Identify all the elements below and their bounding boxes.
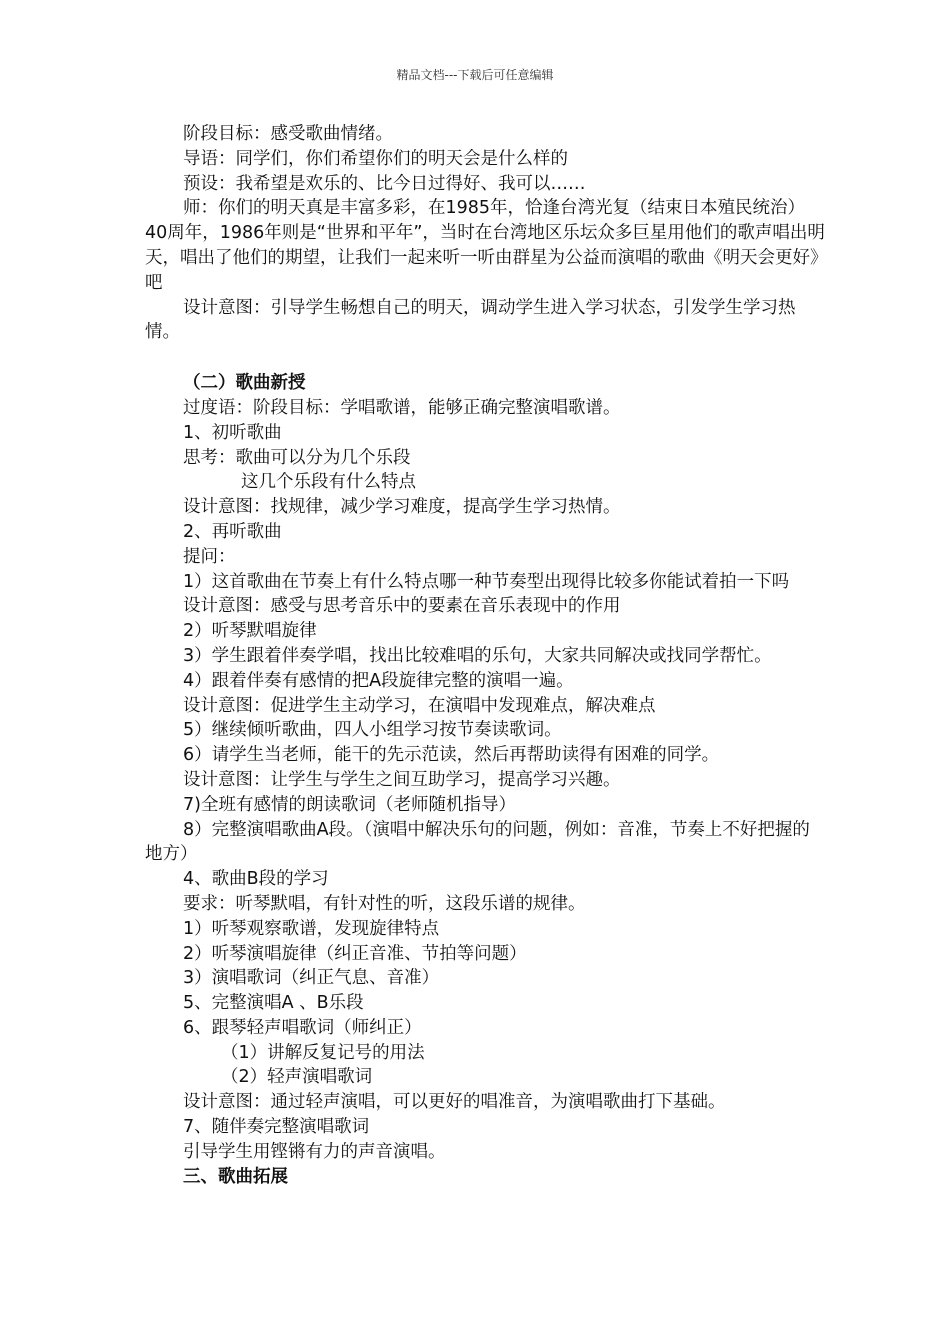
paragraph: 提问： <box>183 546 236 567</box>
paragraph: 7)全班有感情的朗读歌词（老师随机指导） <box>183 794 516 815</box>
paragraph: 引导学生用铿锵有力的声音演唱。 <box>183 1141 446 1162</box>
document-body <box>145 122 825 1189</box>
paragraph: 8）完整演唱歌曲A段。（演唱中解决乐句的问题，例如：音准，节奏上不好把握的地方） <box>145 819 810 865</box>
paragraph: 3）学生跟着伴奏学唱，找出比较难唱的乐句，大家共同解决或找同学帮忙。 <box>183 645 772 666</box>
paragraph: 设计意图：让学生与学生之间互助学习，提高学习兴趣。 <box>183 769 621 790</box>
page-header: 精品文档---下载后可任意编辑 <box>396 68 554 82</box>
paragraph: 2、再听歌曲 <box>183 521 282 542</box>
section-heading: （二）歌曲新授 <box>183 373 306 394</box>
paragraph: 3）演唱歌词（纠正气息、音准） <box>183 968 440 989</box>
paragraph: 6、跟琴轻声唱歌词（师纠正） <box>183 1017 422 1038</box>
paragraph: 4）跟着伴奏有感情的把A段旋律完整的演唱一遍。 <box>183 670 574 691</box>
paragraph: 这几个乐段有什么特点 <box>241 472 416 493</box>
paragraph: 设计意图：感受与思考音乐中的要素在音乐表现中的作用 <box>183 596 621 617</box>
paragraph: 1、初听歌曲 <box>183 422 282 443</box>
paragraph: 1）听琴观察歌谱，发现旋律特点 <box>183 918 440 939</box>
paragraph: 6）请学生当老师，能干的先示范读，然后再帮助读得有困难的同学。 <box>183 745 720 766</box>
paragraph: 2）听琴演唱旋律（纠正音准、节拍等问题） <box>183 943 527 964</box>
paragraph: 4、歌曲B段的学习 <box>183 869 329 890</box>
paragraph: 导语：同学们，你们希望你们的明天会是什么样的 <box>183 148 568 169</box>
paragraph: 2）听琴默唱旋律 <box>183 621 317 642</box>
paragraph: 5）继续倾听歌曲，四人小组学习按节奏读歌词。 <box>183 720 562 741</box>
section-heading: 三、歌曲拓展 <box>183 1166 288 1187</box>
paragraph: 要求：听琴默唱，有针对性的听，这段乐谱的规律。 <box>183 893 586 914</box>
paragraph: 5、完整演唱A 、B乐段 <box>183 993 364 1014</box>
paragraph: （1）讲解反复记号的用法 <box>221 1042 425 1063</box>
spacer <box>145 345 825 371</box>
paragraph: 设计意图：找规律，减少学习难度，提高学生学习热情。 <box>183 497 621 518</box>
paragraph: 阶段目标：感受歌曲情绪。 <box>183 124 393 144</box>
paragraph: 预设：我希望是欢乐的、比今日过得好、我可以…… <box>183 173 586 194</box>
paragraph: 1）这首歌曲在节奏上有什么特点哪一种节奏型出现得比较多你能试着拍一下吗 <box>183 571 790 592</box>
paragraph: 过度语：阶段目标：学唱歌谱，能够正确完整演唱歌谱。 <box>183 397 621 418</box>
paragraph: 思考：歌曲可以分为几个乐段 <box>183 447 411 468</box>
paragraph: 设计意图：促进学生主动学习，在演唱中发现难点，解决难点 <box>183 695 656 716</box>
paragraph: 设计意图：引导学生畅想自己的明天，调动学生进入学习状态，引发学生学习热情。 <box>145 297 796 343</box>
paragraph: 师：你们的明天真是丰富多彩，在1985年，恰逢台湾光复（结束日本殖民统治）40周年，1986年则是“世界和平年”，当时在台湾地区乐坛众多巨星用他们的歌声唱出明天，唱出了他们的期望，让我们一起来听一听由群星为公益而演唱的歌曲《明天会更好》吧 <box>145 198 825 293</box>
paragraph: （2）轻声演唱歌词 <box>221 1067 373 1088</box>
paragraph: 设计意图：通过轻声演唱，可以更好的唱准音，为演唱歌曲打下基础。 <box>183 1092 726 1113</box>
paragraph: 7、随伴奏完整演唱歌词 <box>183 1117 370 1138</box>
